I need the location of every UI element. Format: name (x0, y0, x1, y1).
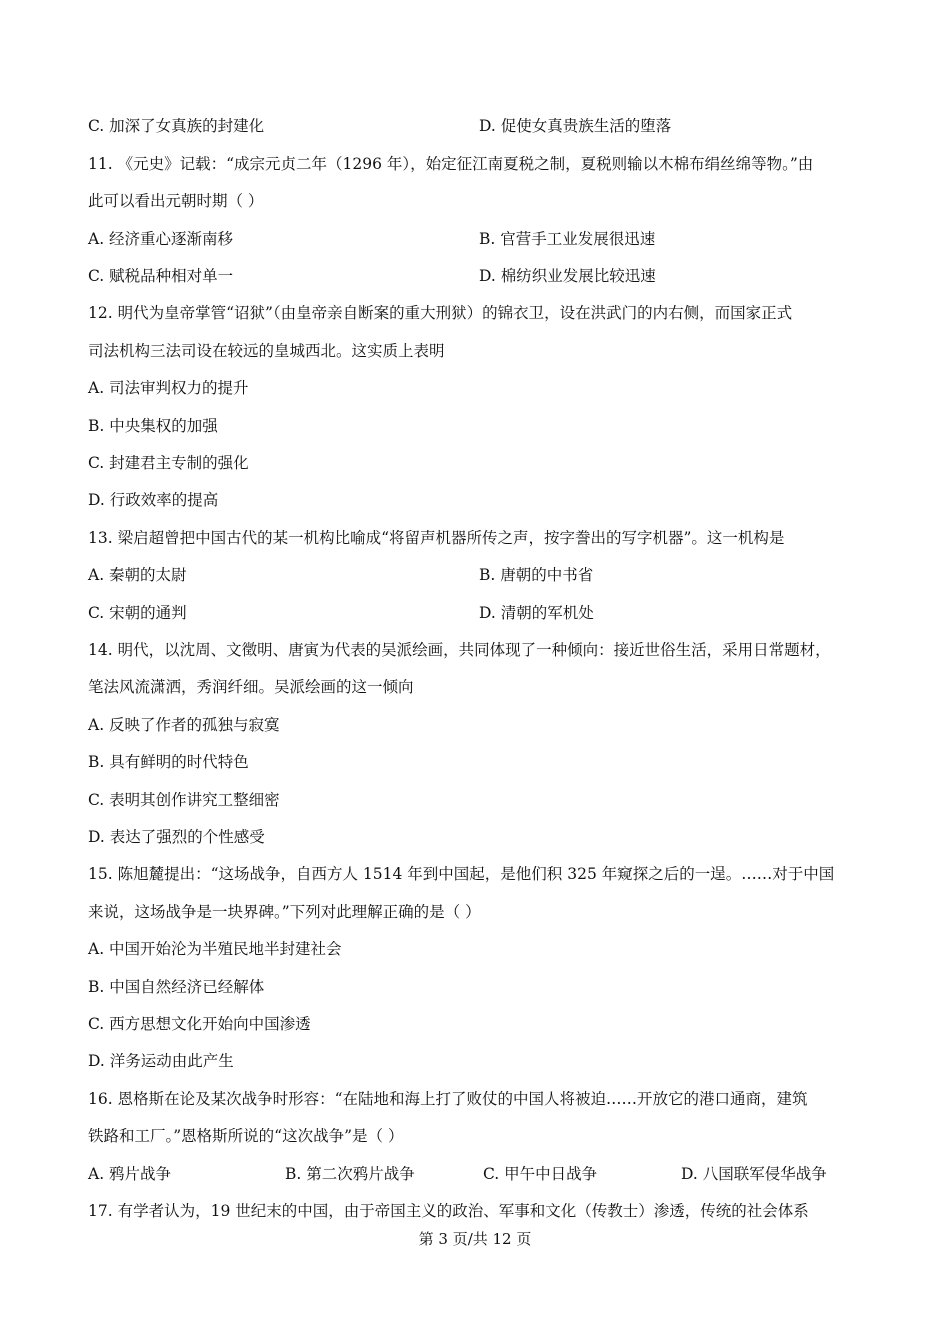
q11-option-c: C. 赋税品种相对单一 (88, 267, 234, 285)
q11-option-d: D. 棉纺织业发展比较迅速 (479, 267, 656, 285)
q16-stem-line1: 16. 恩格斯在论及某次战争时形容：“在陆地和海上打了败仗的中国人将被迫……开放它的港口通商，建筑 (88, 1090, 808, 1108)
q13-option-a: A. 秦朝的太尉 (88, 566, 187, 584)
q16-option-c: C. 甲午中日战争 (483, 1165, 598, 1183)
q14-stem-line2: 笔法风流潇洒，秀润纤细。吴派绘画的这一倾向 (88, 678, 414, 696)
q12-option-c: C. 封建君主专制的强化 (88, 454, 249, 472)
q15-option-d: D. 洋务运动由此产生 (88, 1052, 234, 1070)
q13-option-d: D. 清朝的军机处 (479, 604, 594, 622)
q13-stem-line1: 13. 梁启超曾把中国古代的某一机构比喻成“将留声机器所传之声，按字誊出的写字机器”。这一机构是 (88, 529, 785, 547)
q16-option-a: A. 鸦片战争 (88, 1165, 172, 1183)
q11-option-a: A. 经济重心逐渐南移 (88, 230, 234, 248)
q16-stem-line2: 铁路和工厂。”恩格斯所说的“这次战争”是（ ） (88, 1127, 404, 1145)
page-number-footer: 第 3 页/共 12 页 (418, 1230, 532, 1248)
q12-option-d: D. 行政效率的提高 (88, 491, 219, 509)
q15-option-c: C. 西方思想文化开始向中国渗透 (88, 1015, 311, 1033)
q11-option-b: B. 官营手工业发展很迅速 (479, 230, 656, 248)
q12-option-b: B. 中央集权的加强 (88, 417, 218, 435)
q13-option-b: B. 唐朝的中书省 (479, 566, 594, 584)
q14-option-a: A. 反映了作者的孤独与寂寞 (88, 716, 280, 734)
q14-option-b: B. 具有鲜明的时代特色 (88, 753, 249, 771)
q14-stem-line1: 14. 明代，以沈周、文徵明、唐寅为代表的吴派绘画，共同体现了一种倾向：接近世俗生活，采用日常题材， (88, 641, 831, 659)
q15-option-a: A. 中国开始沦为半殖民地半封建社会 (88, 940, 342, 958)
q10-option-d: D. 促使女真贵族生活的堕落 (479, 117, 672, 135)
q16-option-b: B. 第二次鸦片战争 (285, 1165, 415, 1183)
q14-option-c: C. 表明其创作讲究工整细密 (88, 791, 280, 809)
q12-option-a: A. 司法审判权力的提升 (88, 379, 249, 397)
q14-option-d: D. 表达了强烈的个性感受 (88, 828, 265, 846)
q16-option-d: D. 八国联军侵华战争 (681, 1165, 827, 1183)
q15-stem-line1: 15. 陈旭麓提出：“这场战争，自西方人 1514 年到中国起，是他们积 325 年窥探之后的一逞。……对于中国 (88, 865, 835, 883)
q12-stem-line1: 12. 明代为皇帝掌管“诏狱”（由皇帝亲自断案的重大刑狱）的锦衣卫，设在洪武门的内右侧，而国家正式 (88, 304, 793, 322)
q12-stem-line2: 司法机构三法司设在较远的皇城西北。这实质上表明 (88, 342, 445, 360)
q10-option-c: C. 加深了女真族的封建化 (88, 117, 265, 135)
q11-stem-line2: 此可以看出元朝时期（ ） (88, 192, 264, 210)
q13-option-c: C. 宋朝的通判 (88, 604, 187, 622)
q17-stem-line1: 17. 有学者认为，19 世纪末的中国，由于帝国主义的政治、军事和文化（传教士）渗透，传统的社会体系 (88, 1202, 809, 1220)
q15-option-b: B. 中国自然经济已经解体 (88, 978, 265, 996)
q11-stem-line1: 11. 《元史》记载：“成宗元贞二年（1296 年），始定征江南夏税之制，夏税则输以木棉布绢丝绵等物。”由 (88, 155, 814, 173)
q15-stem-line2: 来说，这场战争是一块界碑。”下列对此理解正确的是（ ） (88, 903, 481, 921)
